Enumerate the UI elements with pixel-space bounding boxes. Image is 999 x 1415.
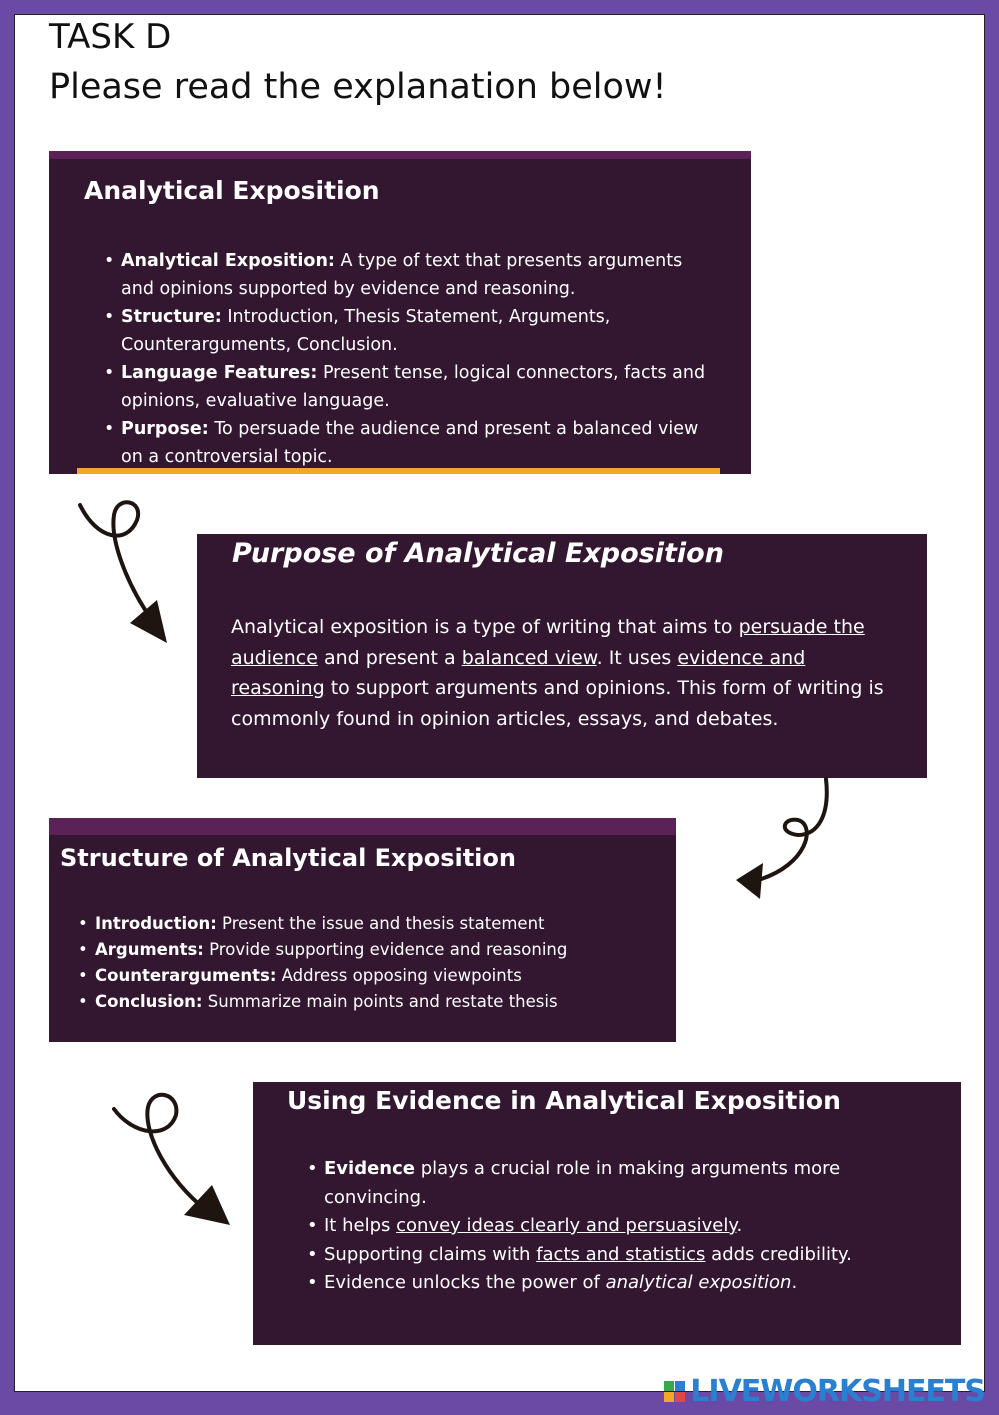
curly-arrow-icon [728,775,838,905]
item-term: Conclusion: [95,992,203,1011]
underlined-phrase: balanced view [461,646,597,669]
liveworksheets-logo[interactable] [664,1374,985,1409]
purpose-paragraph [231,612,896,734]
item-term: Counterarguments: [95,966,277,985]
item-term: Analytical Exposition: [121,251,335,271]
list-item [95,937,655,963]
item-term: Purpose: [121,419,209,439]
accent-bar [77,468,720,474]
underlined-phrase: facts and statistics [536,1243,706,1265]
structure-list [95,911,655,1015]
task-title: TASK D [49,17,172,57]
card-heading: Purpose of Analytical Exposition [232,538,724,569]
item-text: To persuade the audience and present a balanced view on a controversial topic. [121,419,699,467]
text-span: . It uses [596,646,678,669]
underlined-phrase: evidence and reasoning [231,646,806,699]
item-text: Present the issue and thesis statement [216,914,545,933]
evidence-list [324,1155,924,1298]
card-heading: Analytical Exposition [84,176,380,205]
item-term: Introduction: [95,914,217,933]
list-item [121,303,711,359]
item-term: Structure: [121,307,222,327]
item-text: Evidence unlocks the power of [324,1272,606,1293]
item-text: Supporting claims with [324,1243,537,1265]
italic-phrase: analytical exposition [605,1272,792,1293]
card-heading: Structure of Analytical Exposition [60,844,516,872]
structure-card [49,818,676,1042]
evidence-card [253,1082,961,1345]
text-span: to support arguments and opinions. This form of writing is commonly found in opinion articles, essays, and debates. [231,677,884,730]
item-text: A type of text that presents arguments and opinions supported by evidence and reasoning. [121,251,683,299]
item-text: . [791,1272,798,1293]
list-item [324,1212,924,1241]
list-item [324,1269,924,1298]
item-text: It helps [324,1215,397,1236]
purpose-card [197,534,927,778]
list-item [95,911,655,937]
item-text: adds credibility. [705,1243,852,1265]
item-term: Evidence [324,1158,415,1179]
logo-text: LIVEWORKSHEETS [690,1374,985,1409]
list-item [324,1241,924,1270]
list-item [95,963,655,989]
curly-arrow-icon [108,1085,238,1230]
item-text: Introduction, Thesis Statement, Arguments, Counterarguments, Conclusion. [121,307,611,355]
item-text: . [736,1215,743,1236]
list-item [121,415,711,471]
list-item [324,1155,924,1212]
card-heading: Using Evidence in Analytical Exposition [287,1086,841,1115]
definition-list [121,247,711,471]
item-term: Language Features: [121,363,318,383]
list-item [121,359,711,415]
item-text: Present tense, logical connectors, facts and opinions, evaluative language. [121,363,706,411]
item-text: Address opposing viewpoints [276,966,522,985]
analytical-exposition-card [49,151,751,474]
liveworksheets-logo-icon [664,1381,686,1403]
curly-arrow-icon [72,495,182,645]
text-span: Analytical exposition is a type of writing that aims to [231,616,739,638]
item-text: plays a crucial role in making arguments more convincing. [324,1158,841,1208]
task-instruction: Please read the explanation below! [49,67,667,107]
item-text: Provide supporting evidence and reasoning [203,940,568,959]
underlined-phrase: convey ideas clearly and persuasively [396,1215,737,1236]
list-item [121,247,711,303]
underlined-phrase: persuade the audience [231,616,865,669]
item-text: Summarize main points and restate thesis [202,992,558,1011]
item-term: Arguments: [95,940,204,959]
text-span: and present a [317,646,462,669]
list-item [95,989,655,1015]
